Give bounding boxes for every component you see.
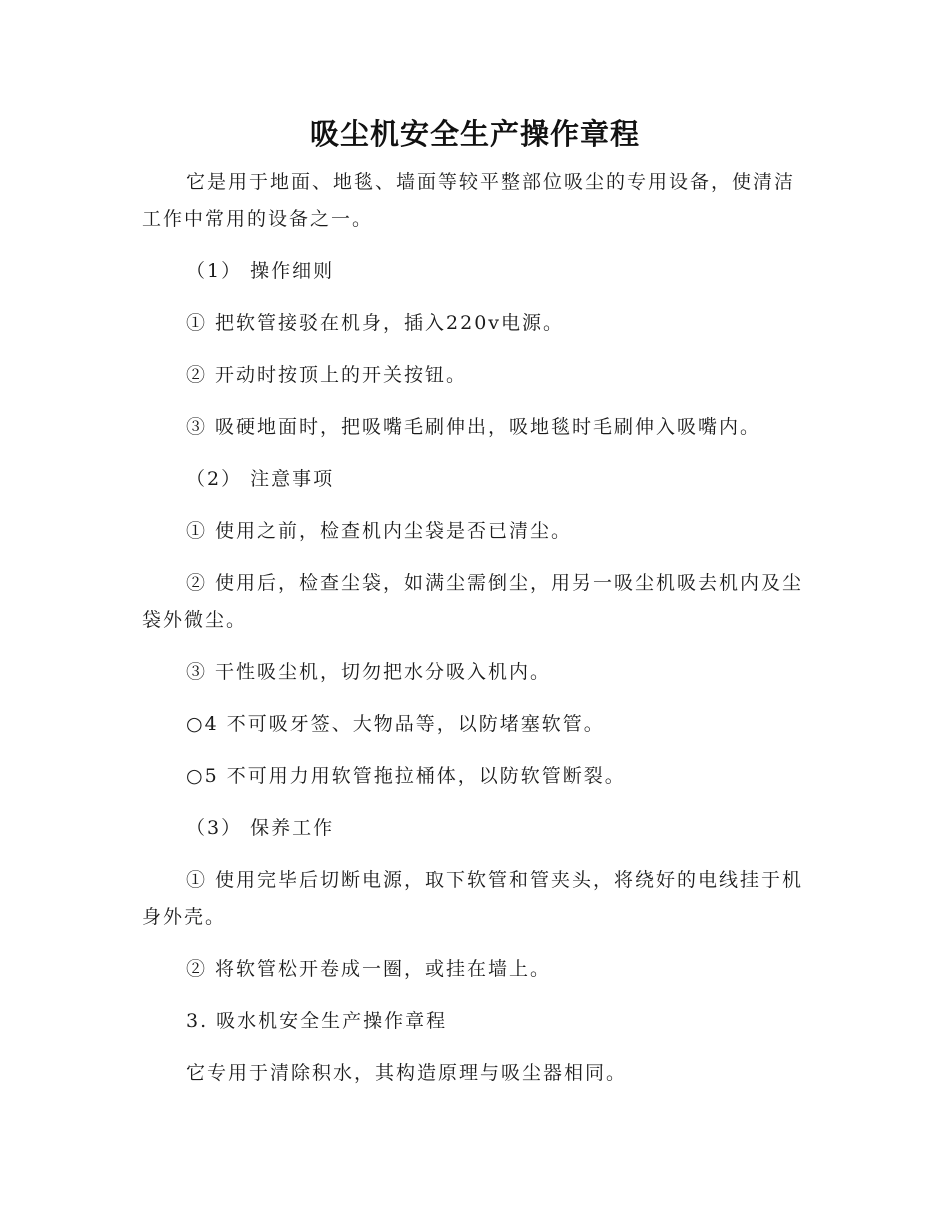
note-item-2: ② 使用后，检查尘袋，如满尘需倒尘，用另一吸尘机吸去机内及尘袋外微尘。 — [142, 572, 804, 631]
intro-paragraph: 它是用于地面、地毯、墙面等较平整部位吸尘的专用设备，使清洁工作中常用的设备之一。 — [142, 171, 796, 230]
section-heading-notes: （2） 注意事项 — [186, 468, 335, 490]
section-heading-water-vacuum: 3. 吸水机安全生产操作章程 — [186, 1010, 448, 1032]
operation-step-2: ② 开动时按顶上的开关按钮。 — [186, 364, 468, 386]
maintenance-item-1: ① 使用完毕后切断电源，取下软管和管夹头，将绕好的电线挂于机身外壳。 — [142, 869, 804, 928]
document-title: 吸尘机安全生产操作章程 — [309, 117, 640, 151]
note-item-5: ○5 不可用力用软管拖拉桶体，以防软管断裂。 — [186, 765, 626, 787]
document-body — [142, 164, 810, 1107]
note-item-3: ③ 干性吸尘机，切勿把水分吸入机内。 — [186, 661, 552, 683]
section-heading-maintenance: （3） 保养工作 — [186, 817, 335, 839]
section-heading-operation: （1） 操作细则 — [186, 260, 335, 282]
note-item-4: ○4 不可吸牙签、大物品等，以防堵塞软管。 — [186, 713, 605, 735]
water-vacuum-paragraph: 它专用于清除积水，其构造原理与吸尘器相同。 — [186, 1062, 628, 1084]
note-item-1: ① 使用之前，检查机内尘袋是否已清尘。 — [186, 520, 573, 542]
maintenance-item-2: ② 将软管松开卷成一圈，或挂在墙上。 — [186, 958, 552, 980]
operation-step-3: ③ 吸硬地面时，把吸嘴毛刷伸出，吸地毯时毛刷伸入吸嘴内。 — [186, 416, 762, 438]
operation-step-1: ① 把软管接驳在机身，插入220v电源。 — [186, 312, 565, 334]
